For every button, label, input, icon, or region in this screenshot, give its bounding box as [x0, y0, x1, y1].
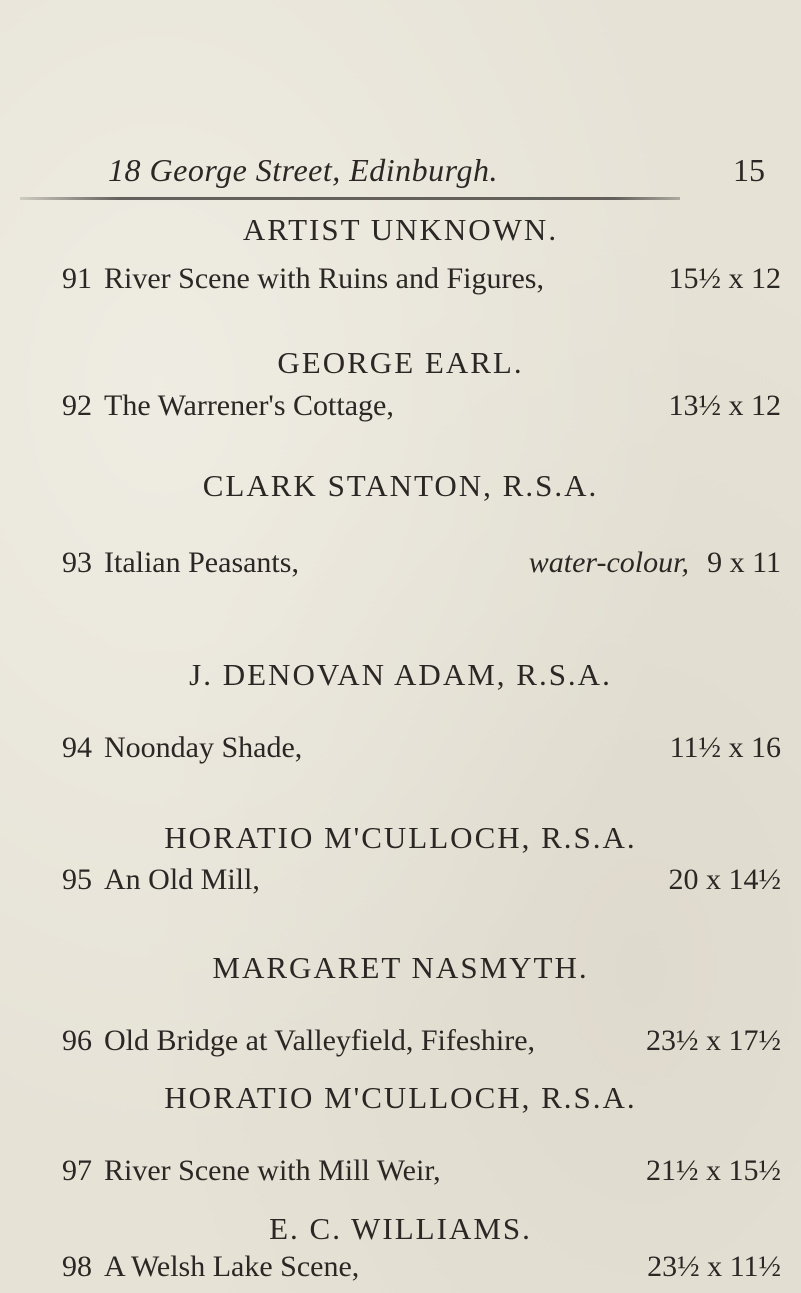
catalogue-entry	[0, 546, 801, 586]
artist-name: E. C. WILLIAMS.	[269, 1211, 532, 1246]
painting-size: 9 x 11	[707, 546, 781, 579]
catalogue-entry	[0, 731, 801, 771]
catalogue-entry	[0, 863, 801, 903]
lot-number: 91	[62, 262, 92, 295]
catalogue-entry	[0, 389, 801, 429]
painting-size: 21½ x 15½	[646, 1154, 781, 1187]
catalogue-entry	[0, 1024, 801, 1064]
lot-number: 94	[62, 731, 92, 764]
lot-number: 98	[62, 1250, 92, 1283]
lot-number: 92	[62, 389, 92, 422]
page-number: 15	[733, 152, 765, 188]
page-header	[0, 152, 801, 192]
catalogue-entry	[0, 1154, 801, 1194]
painting-title: The Warrener's Cottage,	[104, 389, 394, 422]
artist-name: GEORGE EARL.	[277, 345, 524, 380]
painting-size: 23½ x 17½	[646, 1024, 781, 1057]
painting-title: Italian Peasants,	[104, 546, 299, 579]
catalogue-entry	[0, 1250, 801, 1290]
painting-size: 23½ x 11½	[647, 1250, 781, 1283]
painting-title: Old Bridge at Valleyfield, Fifeshire,	[104, 1024, 536, 1057]
artist-name: MARGARET NASMYTH.	[212, 950, 589, 985]
lot-number: 93	[62, 546, 92, 579]
painting-size: 20 x 14½	[668, 863, 781, 896]
painting-title: River Scene with Ruins and Figures,	[104, 262, 544, 295]
painting-size: 13½ x 12	[668, 389, 781, 422]
painting-title: Noonday Shade,	[104, 731, 303, 764]
lot-number: 95	[62, 863, 92, 896]
artist-name: CLARK STANTON, R.S.A.	[202, 468, 599, 503]
painting-title: River Scene with Mill Weir,	[104, 1154, 441, 1187]
artist-name: HORATIO M'CULLOCH, R.S.A.	[164, 1080, 637, 1115]
lot-number: 97	[62, 1154, 92, 1187]
artist-name: HORATIO M'CULLOCH, R.S.A.	[164, 820, 637, 855]
painting-title: An Old Mill,	[104, 863, 260, 896]
header-rule	[20, 197, 680, 200]
artist-name: J. DENOVAN ADAM, R.S.A.	[189, 657, 612, 692]
painting-size: 11½ x 16	[669, 731, 781, 764]
header-title: 18 George Street, Edinburgh.	[108, 152, 498, 188]
painting-size: 15½ x 12	[668, 262, 781, 295]
painting-title: A Welsh Lake Scene,	[104, 1250, 360, 1283]
painting-medium: water-colour,	[528, 546, 689, 579]
artist-name: ARTIST UNKNOWN.	[242, 212, 559, 247]
catalogue-entry	[0, 262, 801, 302]
lot-number: 96	[62, 1024, 92, 1057]
